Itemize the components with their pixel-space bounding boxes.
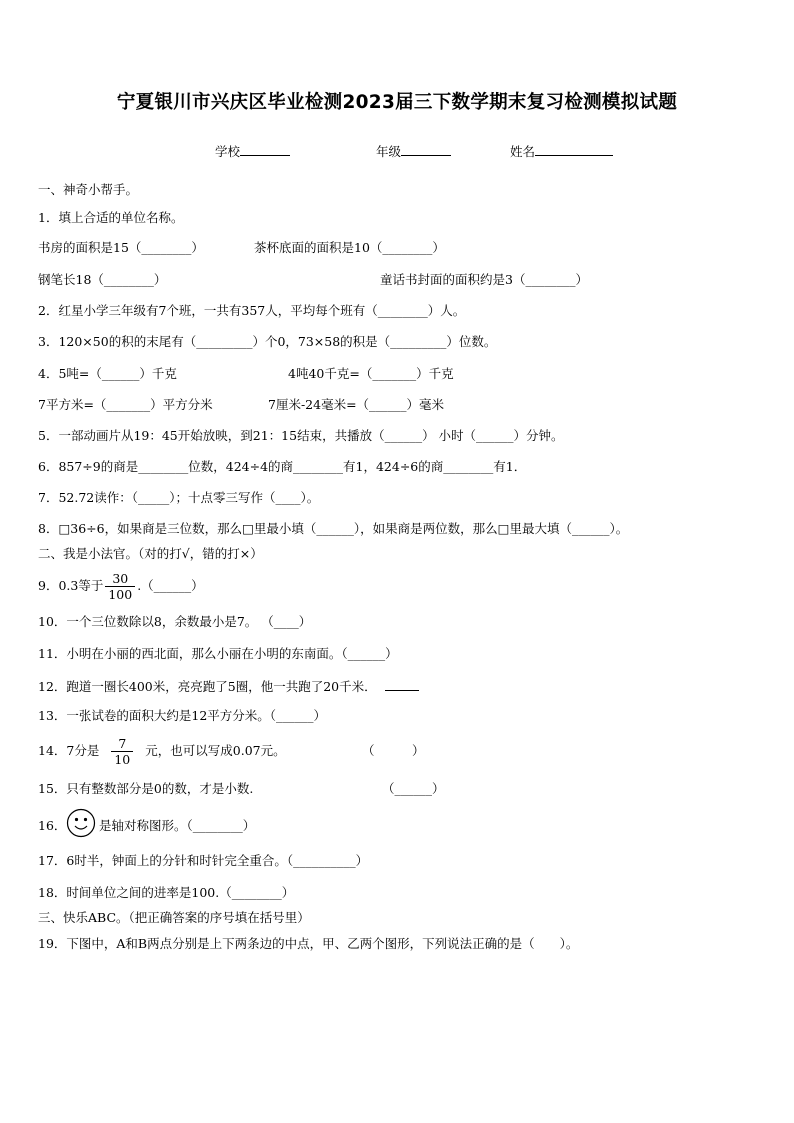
- question-1-d[interactable]: 童话书封面的面积约是3（________）: [380, 272, 588, 287]
- fraction-numerator: 7: [111, 736, 133, 752]
- question-12-text: 12．跑道一圈长400米，亮亮跑了5圈，他一共跑了20千米．: [38, 679, 377, 694]
- question-8[interactable]: 8．□36÷6，如果商是三位数，那么□里最小填（______），如果商是两位数，那么□里最大填（______）。: [38, 521, 629, 536]
- question-1-c[interactable]: 钢笔长18（________）: [38, 272, 167, 287]
- fraction-denominator: 10: [114, 752, 131, 767]
- question-14-text: 14．7分是: [38, 743, 100, 758]
- name-blank[interactable]: [535, 142, 613, 156]
- fraction-7-10: [111, 736, 133, 767]
- question-4-c[interactable]: 7平方米=（_______）平方分米: [38, 397, 213, 412]
- school-field: [215, 142, 290, 160]
- question-9-answer: .（______）: [137, 578, 204, 593]
- question-16-number: 16．: [38, 818, 67, 833]
- question-13[interactable]: 13．一张试卷的面积大约是12平方分米。（______）: [38, 708, 327, 723]
- question-1-a[interactable]: 书房的面积是15（________）: [38, 240, 204, 255]
- question-16[interactable]: 是轴对称图形。（________）: [99, 818, 256, 833]
- question-14-text-end: 元，也可以写成0.07元。: [145, 743, 286, 758]
- section-1-heading: 一、神奇小帮手。: [38, 182, 139, 197]
- section-3-heading: 三、快乐ABC。（把正确答案的序号填在括号里）: [38, 910, 310, 925]
- question-9[interactable]: [38, 568, 204, 604]
- question-1-b[interactable]: 茶杯底面的面积是10（________）: [254, 240, 445, 255]
- question-15-answer[interactable]: （______）: [382, 781, 445, 796]
- fraction-30-100: [105, 571, 135, 602]
- smiley-face-icon: [66, 808, 96, 838]
- question-3[interactable]: 3．120×50的积的末尾有（_________）个0，73×58的积是（_________）位数。: [38, 334, 497, 349]
- grade-field: [376, 142, 451, 160]
- school-label: 学校: [215, 144, 241, 159]
- question-14-answer[interactable]: （ ）: [362, 743, 425, 758]
- name-label: 姓名: [510, 144, 536, 159]
- grade-label: 年级: [376, 144, 402, 159]
- question-4-b[interactable]: 4吨40千克=（_______）千克: [288, 366, 454, 381]
- question-6[interactable]: 6．857÷9的商是________位数，424÷4的商________有1，424÷6的商________有1．: [38, 459, 527, 474]
- question-18[interactable]: 18．时间单位之间的进率是100.（________）: [38, 885, 295, 900]
- question-15: 15．只有整数部分是0的数，才是小数.: [38, 781, 254, 796]
- question-11[interactable]: 11．小明在小丽的西北面，那么小丽在小明的东南面。（______）: [38, 646, 398, 661]
- question-2[interactable]: 2．红星小学三年级有7个班，一共有357人，平均每个班有（________）人。: [38, 303, 466, 318]
- question-1-stem: 1．填上合适的单位名称。: [38, 210, 184, 225]
- question-12-blank[interactable]: [385, 677, 419, 691]
- question-4-d[interactable]: 7厘米-24毫米=（______）毫米: [268, 397, 445, 412]
- section-2-heading: 二、我是小法官。（对的打√，错的打×）: [38, 546, 263, 561]
- question-4-a[interactable]: 4．5吨=（______）千克: [38, 366, 177, 381]
- question-10[interactable]: 10．一个三位数除以8，余数最小是7。 （____）: [38, 614, 312, 629]
- question-5[interactable]: 5．一部动画片从19：45开始放映，到21：15结束，共播放（______） 小时（______）分钟。: [38, 428, 564, 443]
- question-9-text: 9．0.3等于: [38, 578, 104, 593]
- question-14[interactable]: [38, 733, 286, 769]
- school-blank[interactable]: [240, 142, 290, 156]
- grade-blank[interactable]: [401, 142, 451, 156]
- page-title: 宁夏银川市兴庆区毕业检测2023届三下数学期末复习检测模拟试题: [116, 92, 678, 113]
- question-17[interactable]: 17．6时半，钟面上的分针和时针完全重合。（__________）: [38, 853, 369, 868]
- question-19[interactable]: 19．下图中，A和B两点分别是上下两条边的中点，甲、乙两个图形，下列说法正确的是（ ）。: [38, 936, 579, 951]
- question-7[interactable]: 7．52.72读作：（_____）；十点零三写作（____）。: [38, 490, 320, 505]
- name-field: [510, 142, 613, 160]
- question-12[interactable]: [38, 677, 419, 695]
- fraction-denominator: 100: [108, 587, 133, 602]
- fraction-numerator: 30: [105, 571, 135, 587]
